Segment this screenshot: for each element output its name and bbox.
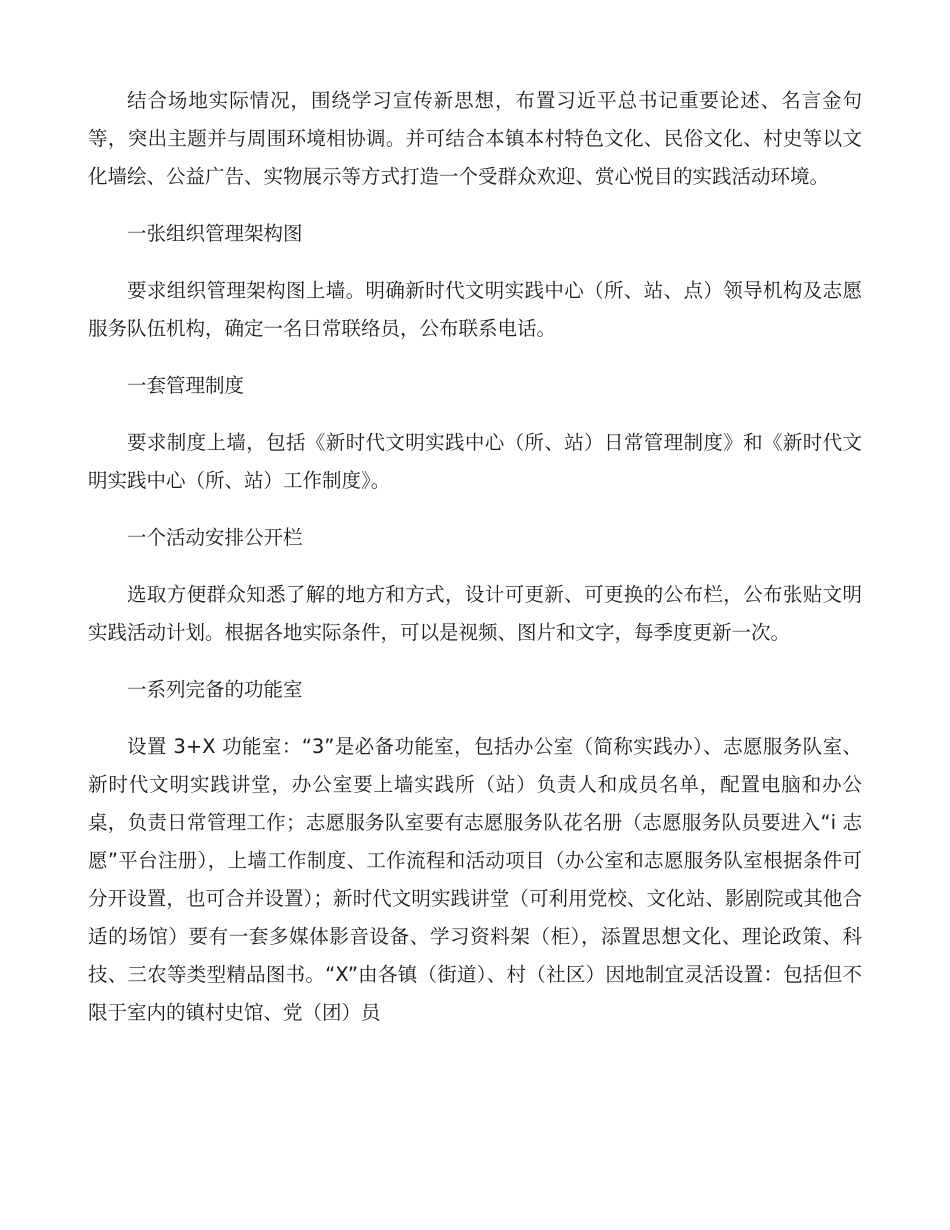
paragraph-activity-board: 选取方便群众知悉了解的地方和方式，设计可更新、可更换的公布栏，公布张贴文明实践活动计划。根据各地实际条件，可以是视频、图片和文字，每季度更新一次。 [88, 583, 862, 644]
section-heading-activity-board: 一个活动安排公开栏 [127, 526, 303, 549]
document-body [88, 82, 862, 1051]
section-heading-org-chart: 一张组织管理架构图 [127, 222, 303, 245]
section-heading-function-rooms: 一系列完备的功能室 [127, 678, 303, 701]
paragraph-org-chart: 要求组织管理架构图上墙。明确新时代文明实践中心（所、站、点）领导机构及志愿服务队伍机构，确定一名日常联络员，公布联系电话。 [88, 279, 862, 340]
section-heading-management-rules: 一套管理制度 [127, 374, 245, 397]
paragraph-function-rooms: 设置 3+X 功能室：“3”是必备功能室，包括办公室（简称实践办）、志愿服务队室、新时代文明实践讲堂，办公室要上墙实践所（站）负责人和成员名单，配置电脑和办公桌，负责日常管理工作；志愿服务队室要有志愿服务队花名册（志愿服务队员要进入“i 志愿”平台注册），上墙工作制度、工作流程和活动项目（办公室和志愿服务队室根据条件可分开设置，也可合并设置）；新时代文明实践讲堂（可利用党校、文化站、影剧院或其他合适的场馆）要有一套多媒体影音设备、学习资料架（柜），添置思想文化、理论政策、科技、三农等类型精品图书。“X”由各镇（街道）、村（社区）因地制宜灵活设置：包括但不限于室内的镇村史馆、党（团）员 [88, 735, 862, 1024]
paragraph-management-rules: 要求制度上墙，包括《新时代文明实践中心（所、站）日常管理制度》和《新时代文明实践中心（所、站）工作制度》。 [88, 431, 862, 492]
paragraph-environment: 结合场地实际情况，围绕学习宣传新思想，布置习近平总书记重要论述、名言金句等，突出主题并与周围环境相协调。并可结合本镇本村特色文化、民俗文化、村史等以文化墙绘、公益广告、实物展示等方式打造一个受群众欢迎、赏心悦目的实践活动环境。 [88, 89, 862, 188]
